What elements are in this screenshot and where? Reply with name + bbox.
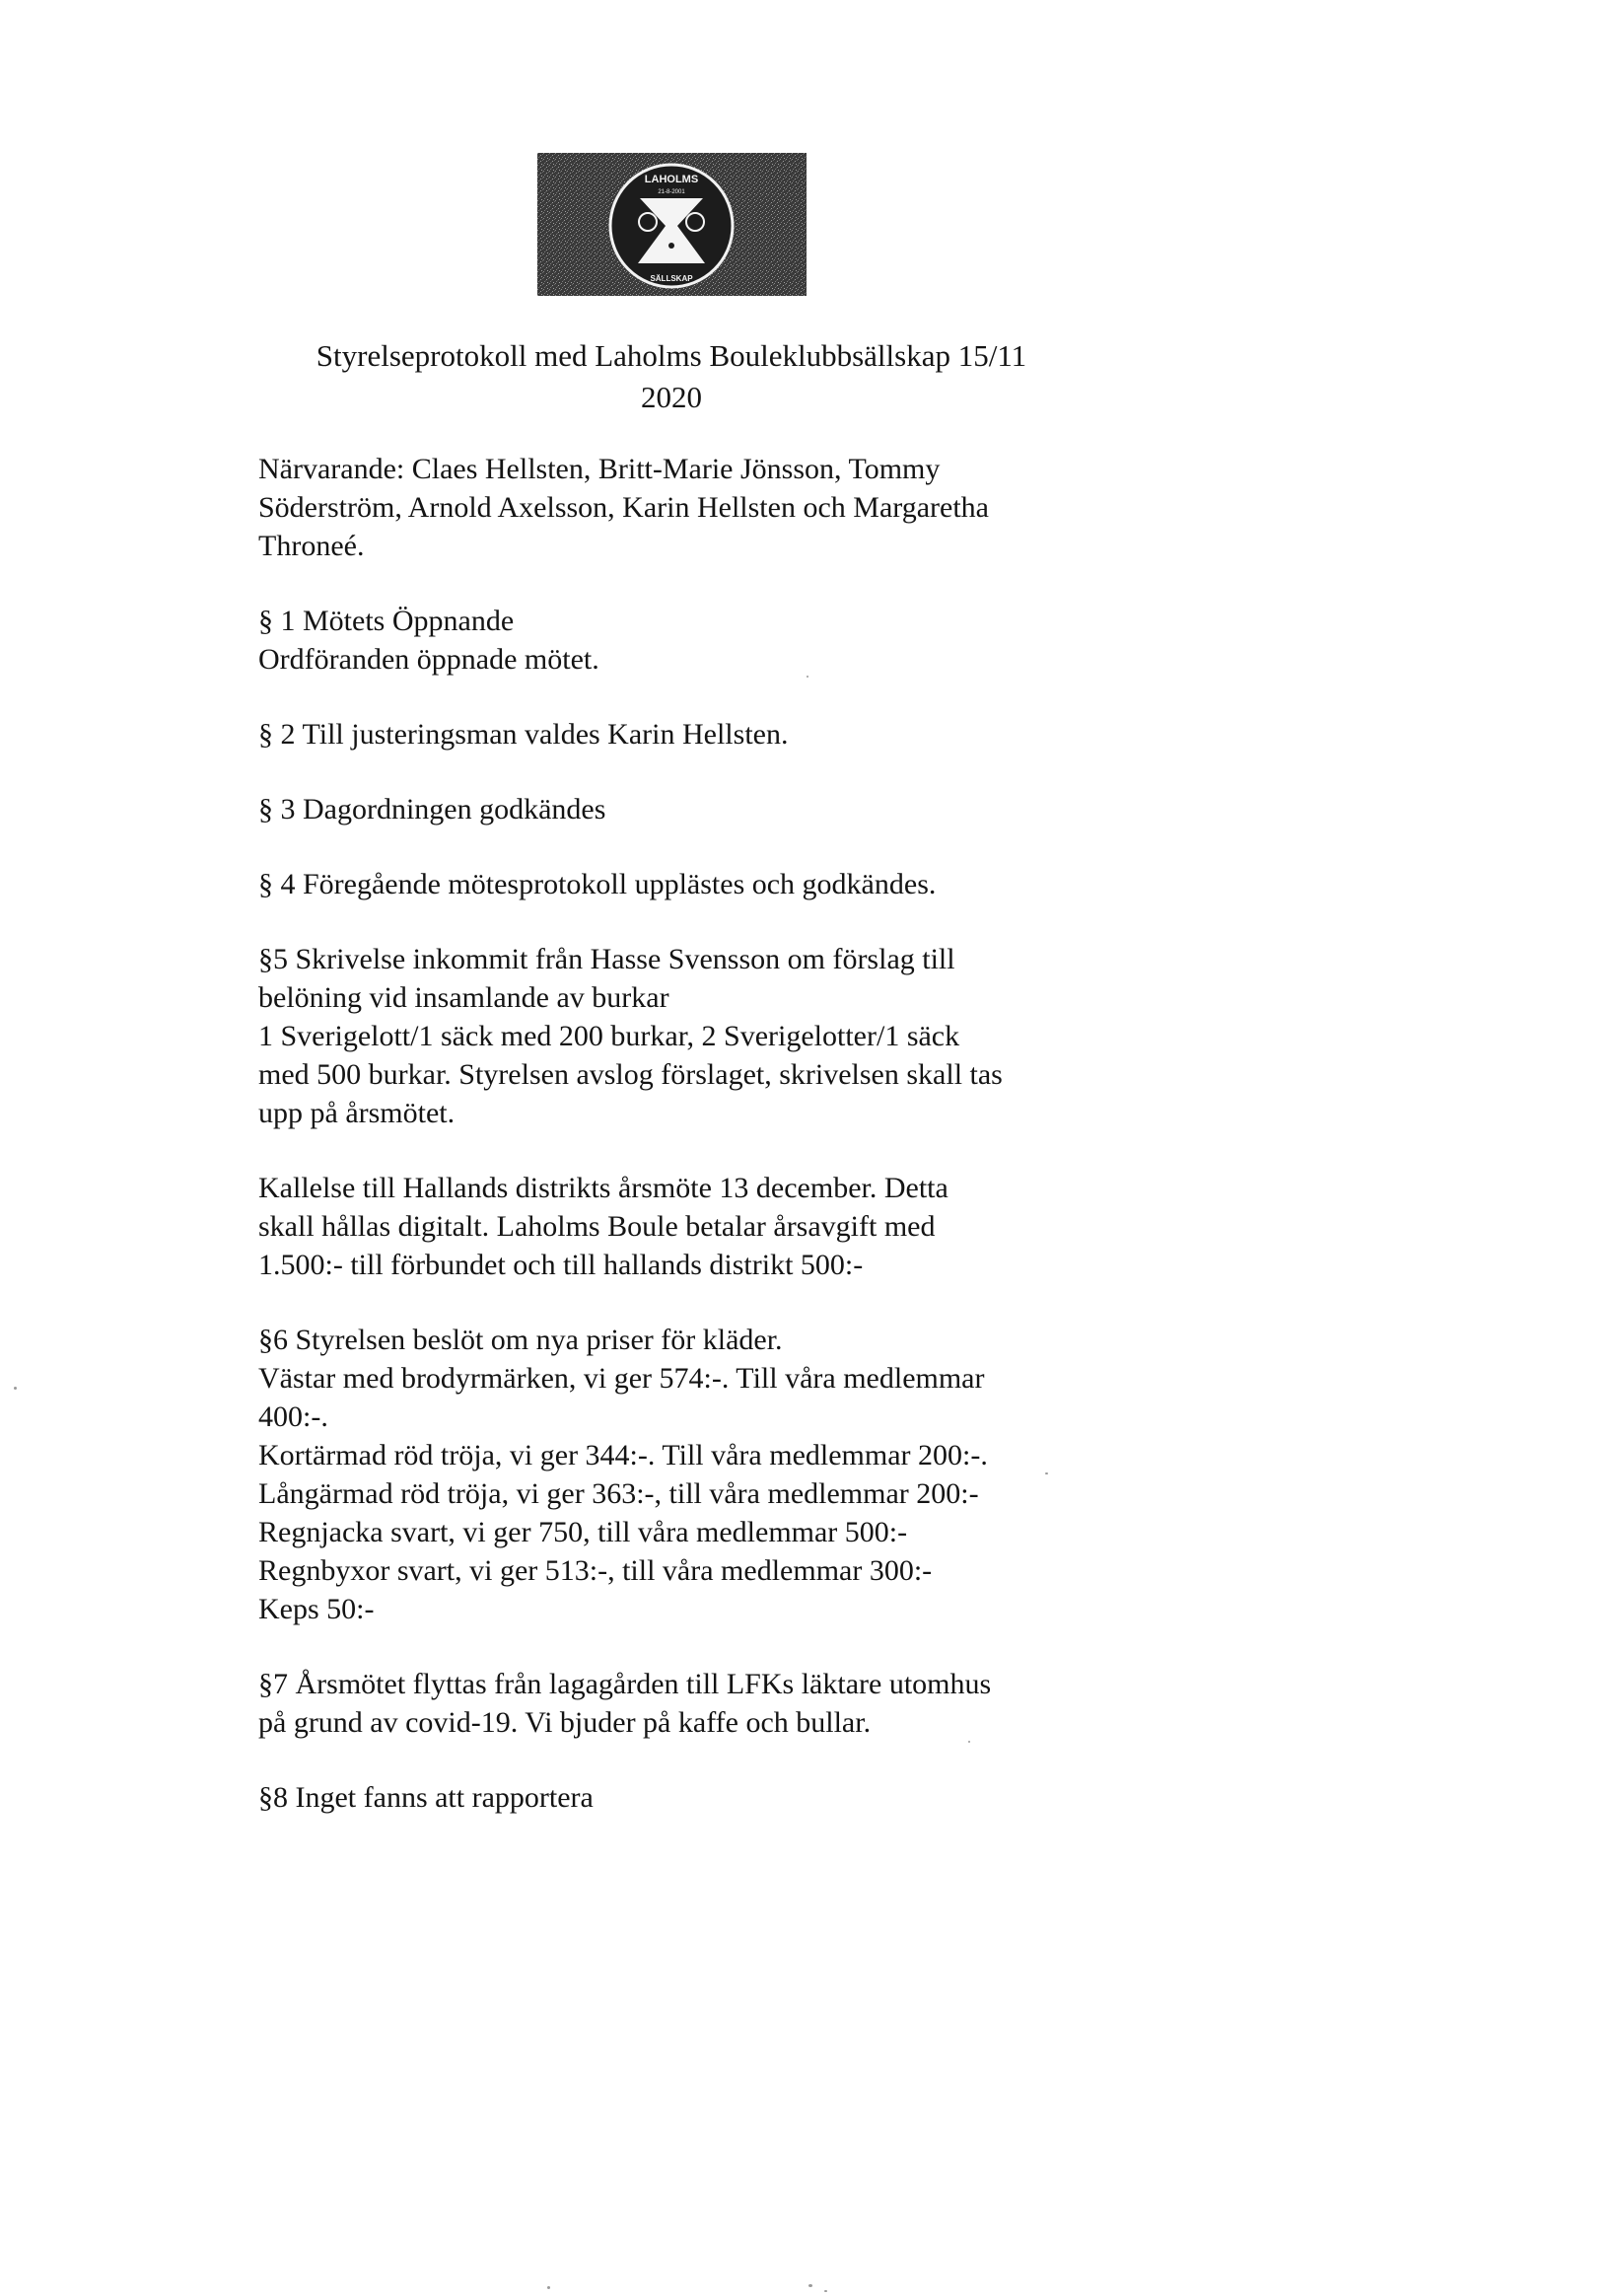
text-line: upp på årsmötet. bbox=[258, 1097, 456, 1129]
text-line: på grund av covid-19. Vi bjuder på kaffe och bullar. bbox=[258, 1706, 872, 1739]
text-line: Västar med brodyrmärken, vi ger 574:-. Till våra medlemmar bbox=[258, 1362, 985, 1395]
scan-speck bbox=[14, 1387, 17, 1390]
text-line: § 2 Till justeringsman valdes Karin Hellsten. bbox=[258, 718, 789, 751]
title-line-1: Styrelseprotokoll med Laholms Bouleklubbsällskap 15/11 bbox=[316, 338, 1027, 373]
logo-text-top: LAHOLMS bbox=[644, 174, 699, 185]
text-line: Regnbyxor svart, vi ger 513:-, till våra medlemmar 300:- bbox=[258, 1554, 933, 1587]
scan-speck bbox=[824, 2290, 827, 2292]
logo-text-bottom-1: BOULE- bbox=[656, 264, 687, 273]
logo-jack bbox=[668, 243, 674, 249]
scan-speck bbox=[1045, 1472, 1048, 1474]
section-4-paragraph bbox=[258, 865, 1303, 903]
section-6-paragraph bbox=[258, 1321, 1303, 1628]
attendance-paragraph bbox=[258, 450, 1303, 565]
text-line: Långärmad röd tröja, vi ger 363:-, till våra medlemmar 200:- bbox=[258, 1477, 979, 1510]
section-8-paragraph bbox=[258, 1778, 1303, 1817]
text-line: § 1 Mötets Öppnande bbox=[258, 605, 515, 637]
text-line: Keps 50:- bbox=[258, 1593, 375, 1625]
text-line: med 500 burkar. Styrelsen avslog förslaget, skrivelsen skall tas bbox=[258, 1058, 1003, 1091]
text-line: §6 Styrelsen beslöt om nya priser för kläder. bbox=[258, 1324, 783, 1356]
text-line: §5 Skrivelse inkommit från Hasse Svensson om förslag till bbox=[258, 943, 955, 975]
text-line: Söderström, Arnold Axelsson, Karin Hellsten och Margaretha bbox=[258, 491, 989, 524]
text-line: Regnjacka svart, vi ger 750, till våra medlemmar 500:- bbox=[258, 1516, 908, 1548]
scan-speck bbox=[968, 1741, 970, 1743]
scan-speck bbox=[807, 676, 808, 678]
text-line: 1.500:- till förbundet och till hallands distrikt 500:- bbox=[258, 1249, 864, 1281]
section-7-paragraph bbox=[258, 1665, 1303, 1742]
logo-text-bottom-2: SÄLLSKAP bbox=[650, 274, 693, 283]
text-line: skall hållas digitalt. Laholms Boule betalar årsavgift med bbox=[258, 1210, 936, 1243]
text-line: 400:-. bbox=[258, 1400, 328, 1433]
scan-speck bbox=[547, 2286, 550, 2289]
text-line: belöning vid insamlande av burkar bbox=[258, 981, 669, 1014]
text-line: 1 Sverigelott/1 säck med 200 burkar, 2 Sverigelotter/1 säck bbox=[258, 1020, 960, 1052]
text-line: Kortärmad röd tröja, vi ger 344:-. Till våra medlemmar 200:-. bbox=[258, 1439, 988, 1471]
document-body bbox=[258, 450, 1303, 1817]
text-line: § 4 Föregående mötesprotokoll upplästes och godkändes. bbox=[258, 868, 937, 900]
text-line: § 3 Dagordningen godkändes bbox=[258, 793, 606, 825]
logo-text-date: 21-8-2001 bbox=[658, 189, 685, 195]
scan-speck bbox=[808, 2284, 812, 2287]
text-line: §8 Inget fanns att rapportera bbox=[258, 1781, 594, 1814]
text-line: Throneé. bbox=[258, 530, 365, 562]
title-line-2: 2020 bbox=[641, 380, 702, 414]
text-line: §7 Årsmötet flyttas från lagagården till LFKs läktare utomhus bbox=[258, 1668, 992, 1700]
text-line: Närvarande: Claes Hellsten, Britt-Marie Jönsson, Tommy bbox=[258, 453, 941, 485]
text-line: Ordföranden öppnade mötet. bbox=[258, 643, 599, 676]
text-line: Kallelse till Hallands distrikts årsmöte 13 december. Detta bbox=[258, 1172, 948, 1204]
section-1-paragraph bbox=[258, 602, 1303, 679]
section-5-paragraph bbox=[258, 940, 1303, 1132]
district-meeting-paragraph bbox=[258, 1169, 1303, 1284]
logo-ball-right bbox=[686, 213, 704, 231]
logo-ball-left bbox=[639, 213, 657, 231]
document-title bbox=[197, 335, 1146, 418]
section-3-paragraph bbox=[258, 790, 1303, 828]
section-2-paragraph bbox=[258, 715, 1303, 753]
club-logo bbox=[537, 153, 807, 296]
